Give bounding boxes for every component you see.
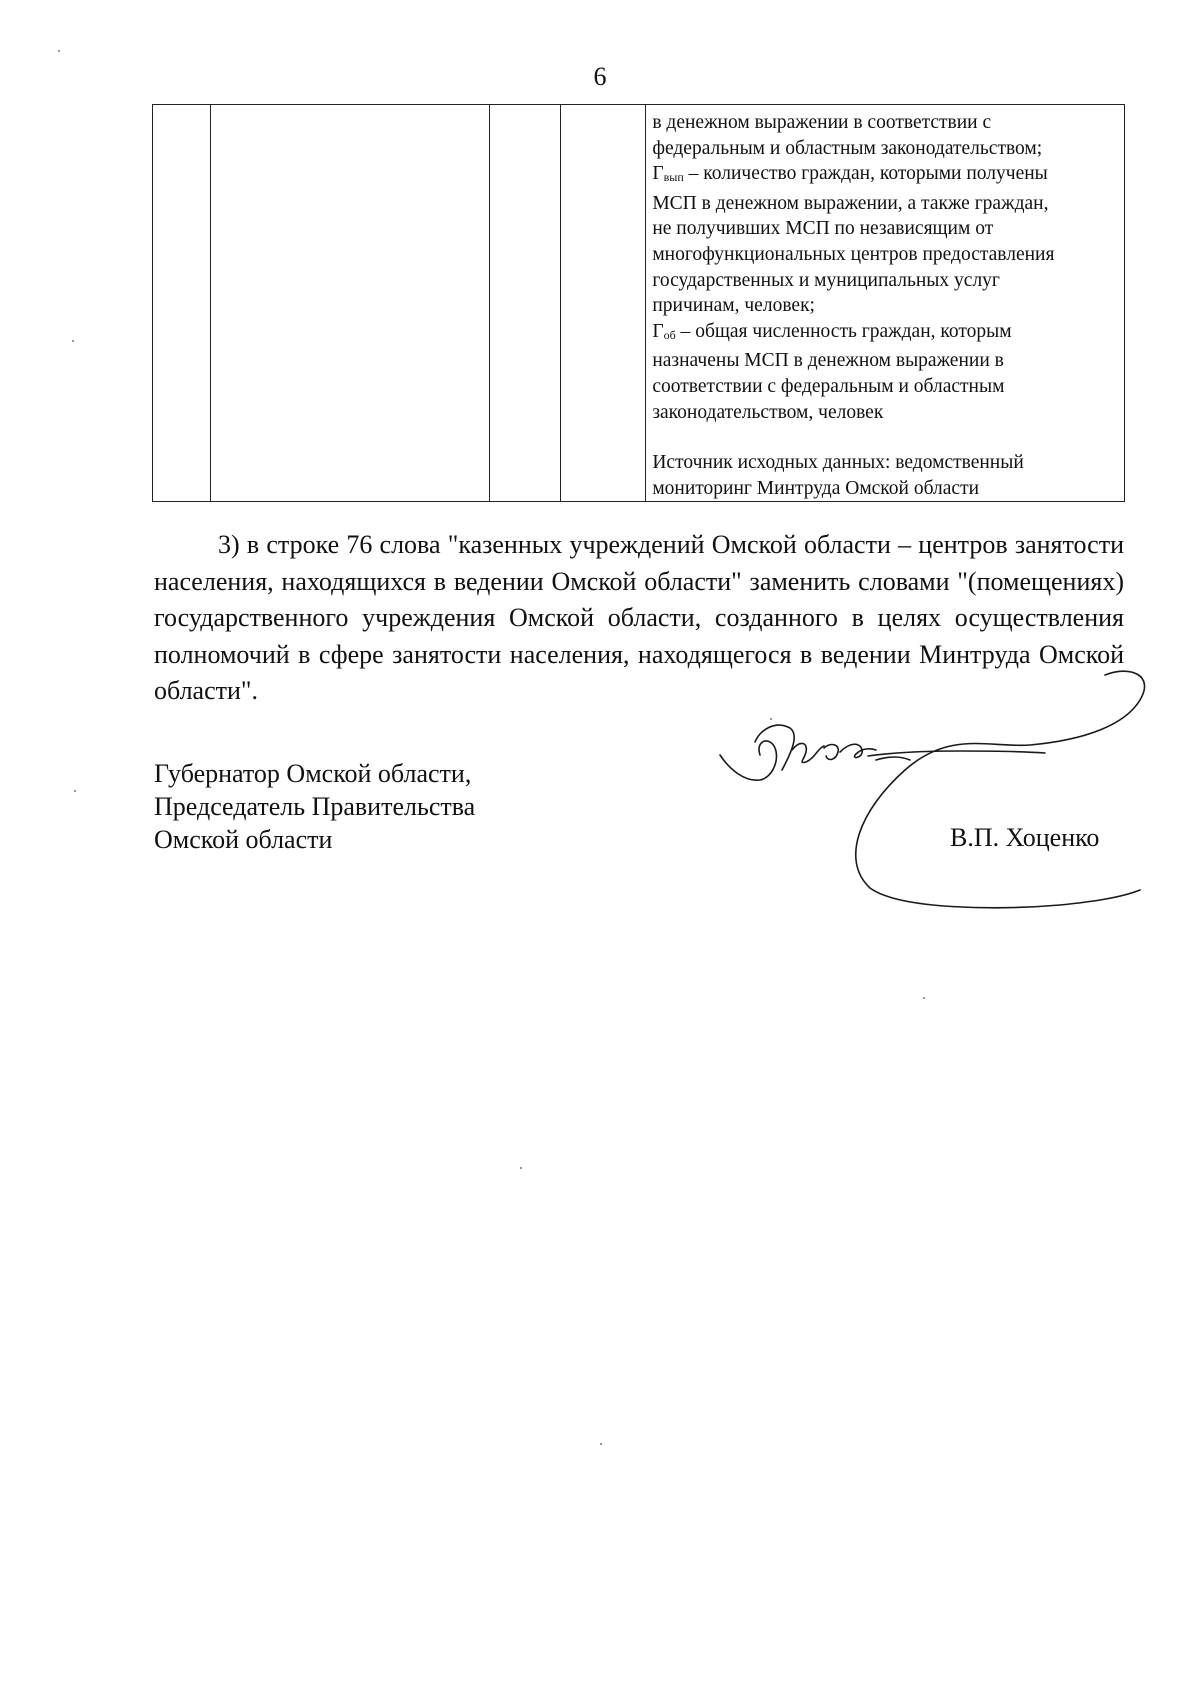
signatory-title-line: Губернатор Омской области, [154,759,472,788]
scan-speck [58,50,60,52]
formula-line: государственных и муниципальных услуг [652,269,1000,291]
table-cell-indicator [210,105,489,502]
g-vyp-symbol: Г [652,163,664,185]
formula-line: причинам, человек; [652,295,815,317]
g-vyp-definition [652,161,1116,191]
signatory-title-line: Председатель Правительства [154,792,476,821]
scan-speck [72,340,74,342]
amendment-text: 3) в строке 76 слова "казенных учреждений Омской области – центров занятости населения, находящихся в ведении Омской области" заменить словами "(помещениях) государственного учреждения Омской области, созданного в целях осуществления полномочий в сфере занятости населения, находящегося в ведении Минтруда Омской области". [154,530,1124,705]
g-ob-symbol: Г [652,320,664,342]
table-row [153,105,1125,502]
indicator-table [152,104,1125,502]
source-line: мониторинг Минтруда Омской области [652,477,980,499]
formula-line: соответствии с федеральным и областным [652,375,1005,397]
scan-speck [74,790,76,792]
signatory-title-line: Омской области [154,825,333,854]
table-cell-unit [489,105,561,502]
formula-line: многофункциональных центров предоставления [652,243,1055,265]
table-cell-formula-description [646,105,1125,502]
table-cell-value [561,105,646,502]
source-line: Источник исходных данных: ведомственный [652,452,1024,474]
g-ob-subscript: об [663,327,676,342]
scan-speck [600,1443,602,1445]
table-cell-number [153,105,211,502]
signatory-title [154,757,475,856]
page-number: 6 [593,62,607,91]
formula-line: в денежном выражении в соответствии с [652,112,992,133]
g-vyp-subscript: вып [663,170,684,185]
formula-line: федеральным и областным законодательством; [652,137,1043,159]
formula-line: не получивших МСП по независящим от [652,218,994,240]
scan-speck [770,718,772,720]
g-ob-text: – общая численность граждан, которым [675,320,1012,342]
scan-speck [923,997,925,999]
formula-line: МСП в денежном выражении, а также граждан, [652,192,1049,214]
handwritten-signature [700,660,1160,910]
signatory-name: В.П. Хоценко [950,823,1100,852]
g-ob-definition [652,319,1116,349]
scan-speck [520,1167,522,1169]
formula-line: назначены МСП в денежном выражении в [652,350,1004,372]
formula-line: законодательством, человек [652,401,884,423]
g-vyp-text: – количество граждан, которыми получены [683,163,1048,185]
